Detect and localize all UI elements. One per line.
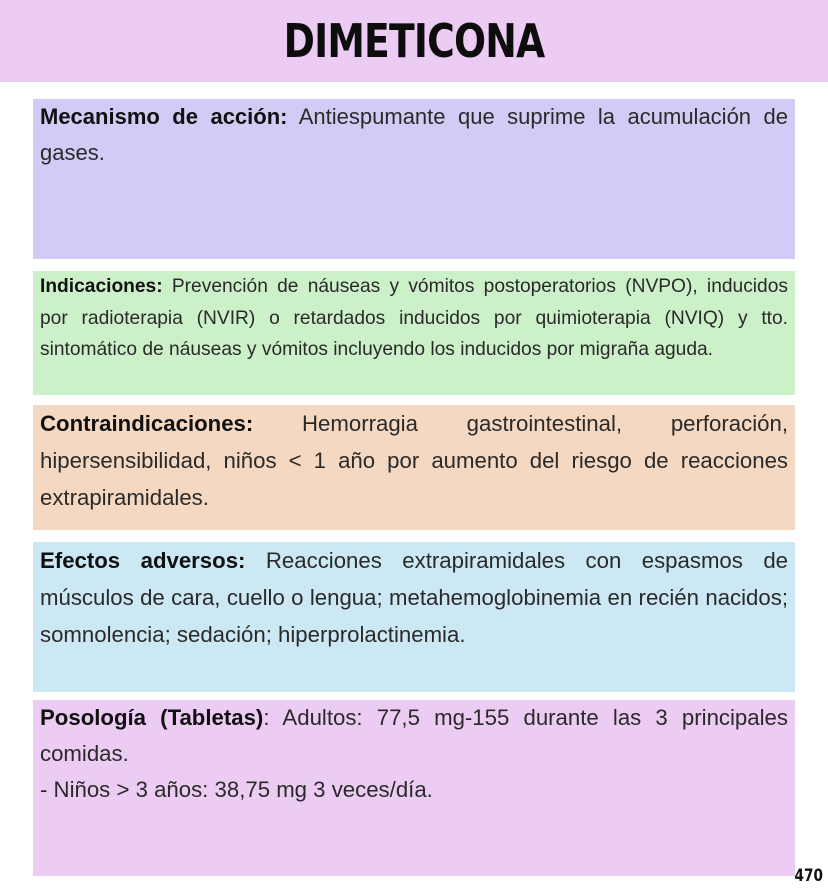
contraindicaciones-label: Contraindicaciones: (40, 411, 254, 436)
title-banner (0, 0, 828, 82)
page-number: 470 (794, 866, 823, 886)
indicaciones-paragraph (40, 271, 788, 366)
section-indicaciones (33, 271, 795, 395)
section-contraindicaciones (33, 405, 795, 530)
section-efectos-adversos (33, 542, 795, 692)
posologia-label: Posología (Tabletas) (40, 705, 264, 730)
posologia-children-line: - Niños > 3 años: 38,75 mg 3 veces/día. (40, 777, 433, 802)
posologia-paragraph (40, 700, 788, 772)
indicaciones-text: Prevención de náuseas y vómitos postoperatorios (NVPO), inducidos por radioterapia (NVIR) o retardados inducidos por quimioterapia (NVIQ) y tto. sintomático de náuseas y vómitos incluyendo los inducidos por migraña aguda. (40, 276, 788, 360)
posologia-text: : Adultos: 77,5 mg-155 durante las 3 principales comidas. (40, 705, 788, 766)
page-title: DIMETICONA (283, 14, 545, 68)
indicaciones-label: Indicaciones: (40, 276, 163, 297)
contraindicaciones-paragraph (40, 405, 788, 516)
mecanismo-text: Antiespumante que suprime la acumulación de gases. (40, 104, 788, 165)
contraindicaciones-text: Hemorragia gastrointestinal, perforación, hipersensibilidad, niños < 1 año por aumento del riesgo de reacciones extrapiramidales. (40, 411, 788, 510)
mecanismo-paragraph (40, 99, 788, 171)
efectos-paragraph (40, 542, 788, 653)
section-posologia (33, 700, 795, 876)
section-mecanismo (33, 99, 795, 259)
efectos-label: Efectos adversos: (40, 548, 246, 573)
mecanismo-label: Mecanismo de acción: (40, 104, 288, 129)
efectos-text: Reacciones extrapiramidales con espasmos de músculos de cara, cuello o lengua; metahemoglobinemia en recién nacidos; somnolencia; sedación; hiperprolactinemia. (40, 548, 789, 647)
